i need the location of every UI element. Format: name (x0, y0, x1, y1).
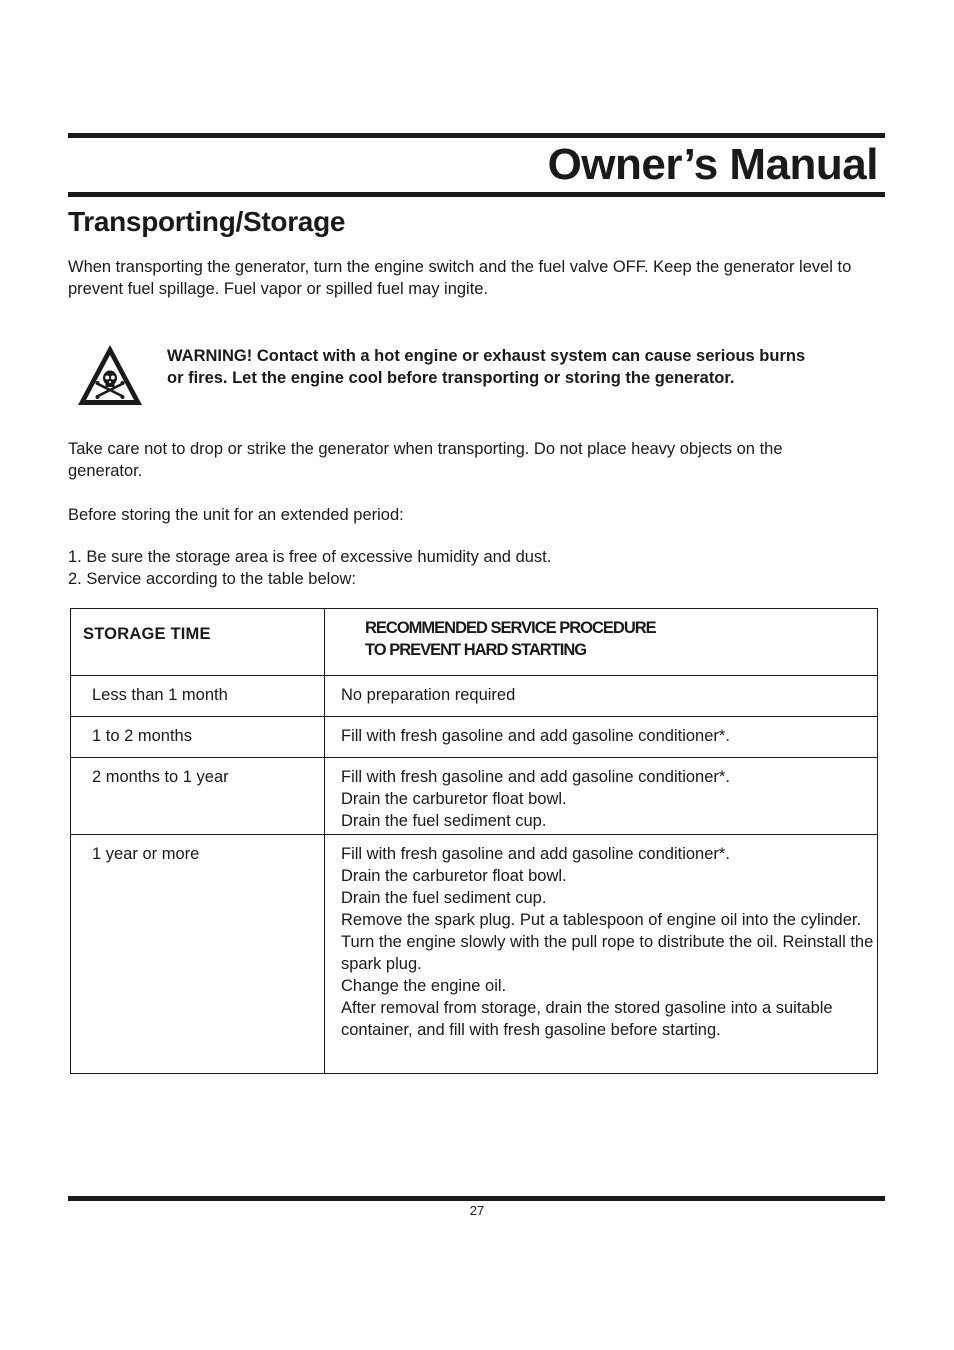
care-paragraph: Take care not to drop or strike the generator when transporting. Do not place heavy objects on the generator. (68, 440, 783, 480)
storage-time-cell: Less than 1 month (71, 676, 325, 717)
list-item: 1. Be sure the storage area is free of excessive humidity and dust. (68, 548, 552, 566)
storage-time-cell: 1 year or more (71, 835, 325, 1074)
table-row (71, 676, 878, 717)
list-item: 2. Service according to the table below: (68, 570, 357, 588)
procedure-line: Drain the carburetor float bowl. (341, 867, 567, 885)
footer-rule (68, 1196, 885, 1201)
procedure-line: Change the engine oil. (341, 977, 507, 995)
procedure-line: After removal from storage, drain the stored gasoline into a suitable container, and fill with fresh gasoline before starting. (341, 999, 833, 1039)
header-procedure-line1: RECOMMENDED SERVICE PROCEDURE (365, 619, 656, 637)
storage-time-cell: 2 months to 1 year (71, 758, 325, 835)
procedure-line: Fill with fresh gasoline and add gasoline conditioner*. (341, 845, 730, 863)
procedure-line: Drain the carburetor float bowl. (341, 790, 567, 808)
warning-text: WARNING! Contact with a hot engine or exhaust system can cause serious burns or fires. Let the engine cool before transporting or storing the generator. (167, 347, 806, 387)
procedure-line: Fill with fresh gasoline and add gasoline conditioner*. (341, 727, 730, 745)
before-storing-paragraph: Before storing the unit for an extended period: (68, 506, 404, 524)
procedure-line: No preparation required (341, 686, 516, 704)
procedure-line: Remove the spark plug. Put a tablespoon of engine oil into the cylinder. Turn the engine slowly with the pull rope to distribute the oil. Reinstall the spark plug. (341, 911, 874, 973)
manual-title: Owner’s Manual (547, 140, 878, 189)
header-rule-bottom (68, 192, 885, 197)
header-procedure-line2: TO PREVENT HARD STARTING (365, 641, 587, 659)
table-row (71, 758, 878, 835)
header-storage-time: STORAGE TIME (71, 609, 325, 676)
header-rule-top (68, 133, 885, 138)
table-row (71, 835, 878, 1074)
procedure-line: Fill with fresh gasoline and add gasoline conditioner*. (341, 768, 730, 786)
table-row (71, 717, 878, 758)
procedure-cell (325, 758, 878, 835)
section-heading: Transporting/Storage (68, 206, 346, 237)
table-header-row (71, 609, 878, 676)
storage-service-table (70, 608, 878, 1074)
procedure-line: Drain the fuel sediment cup. (341, 812, 547, 830)
procedure-cell (325, 835, 878, 1074)
procedure-line: Drain the fuel sediment cup. (341, 889, 547, 907)
storage-steps-list (68, 546, 551, 590)
intro-paragraph: When transporting the generator, turn the engine switch and the fuel valve OFF. Keep the generator level to prevent fuel spillage. Fuel vapor or spilled fuel may ingite. (68, 258, 852, 298)
procedure-cell (325, 717, 878, 758)
storage-time-cell: 1 to 2 months (71, 717, 325, 758)
procedure-cell (325, 676, 878, 717)
page-number: 27 (469, 1203, 485, 1218)
skull-crossbones-warning-icon (76, 342, 144, 408)
header-service-procedure (325, 609, 878, 676)
